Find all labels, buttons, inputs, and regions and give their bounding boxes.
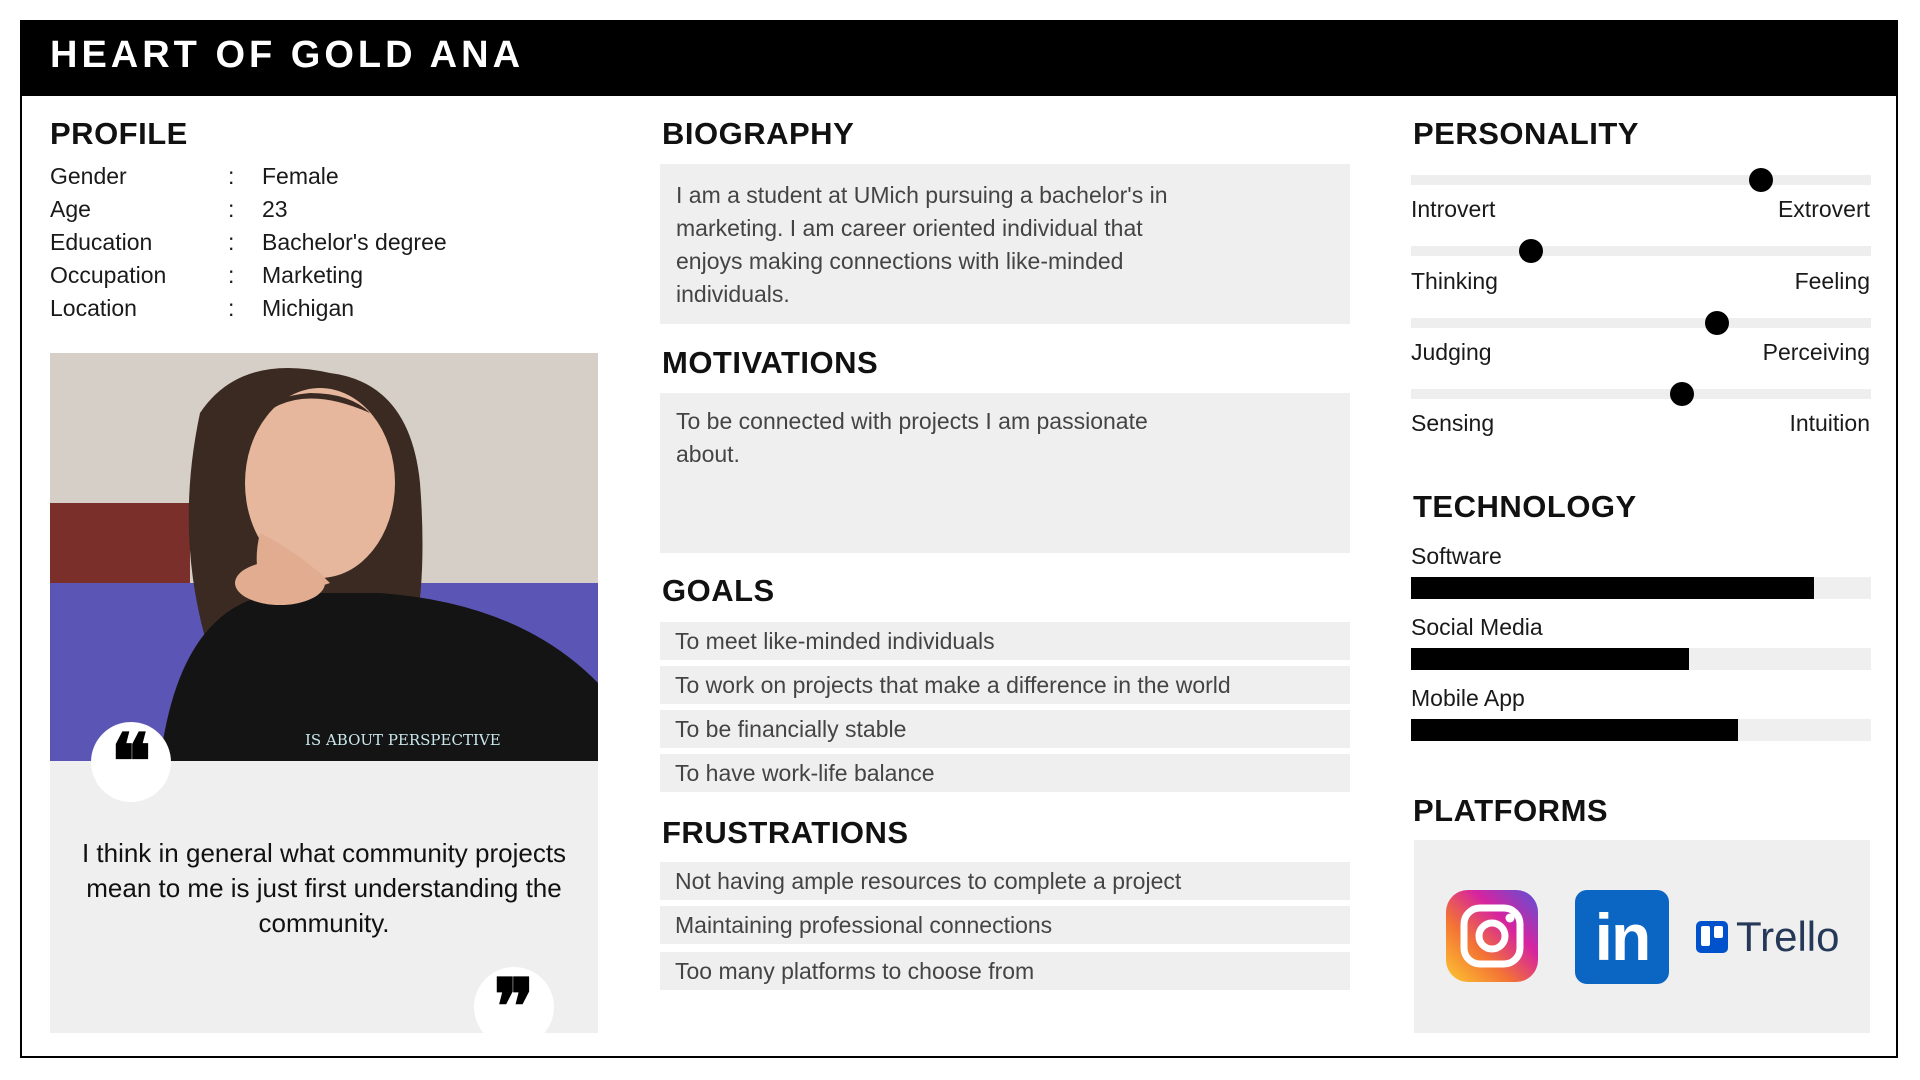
profile-value: Bachelor's degree [262,229,447,255]
tech-label: Mobile App [1411,685,1525,711]
biography-line: marketing. I am career oriented individual that [676,215,1143,241]
profile-separator: : [228,229,235,255]
biography-line: I am a student at UMich pursuing a bachelor's in [676,182,1168,208]
goal-item: To be financially stable [660,710,1350,748]
instagram-icon [1446,890,1538,982]
profile-row-education [50,229,610,262]
biography-line: individuals. [676,281,790,307]
motivation-line: about. [676,441,740,467]
persona-quote: I think in general what community projects mean to me is just first understanding the community. [81,838,567,938]
open-quote-icon: ❝ [91,722,171,802]
tech-label: Software [1411,543,1502,569]
goal-item: To have work-life balance [660,754,1350,792]
trello-wordmark: Trello [1736,913,1840,960]
tech-bar-fill [1411,719,1738,741]
slider-knob [1519,239,1543,263]
tech-bar-software [1411,577,1871,599]
trait-right-label: Feeling [1794,268,1870,294]
slider-thinking-feeling [1411,246,1871,256]
trait-left-label: Thinking [1411,268,1498,294]
biography-panel [660,164,1350,324]
header-bar [20,20,1898,96]
close-quote-icon: ❞ [474,967,554,1047]
slider-knob [1749,168,1773,192]
frustration-item: Maintaining professional connections [660,906,1350,944]
profile-heading: PROFILE [50,116,188,151]
profile-separator: : [228,295,235,321]
profile-row-location [50,295,610,328]
profile-key: Occupation [50,262,167,288]
biography-heading: BIOGRAPHY [662,116,855,151]
profile-key: Gender [50,163,127,189]
motivation-line: To be connected with projects I am passionate [676,408,1148,434]
trello-logo [1696,912,1839,962]
profile-value: 23 [262,196,288,222]
profile-key: Location [50,295,137,321]
persona-portrait-illustration [50,353,598,761]
profile-value: Marketing [262,262,363,288]
profile-row-occupation [50,262,610,295]
tech-bar-social-media [1411,648,1871,670]
trait-right-label: Intuition [1789,410,1870,436]
trait-left-label: Sensing [1411,410,1495,436]
linkedin-icon: in [1575,890,1669,984]
tech-label: Social Media [1411,614,1543,640]
profile-key: Age [50,196,91,222]
persona-title: HEART OF GOLD ANA [50,34,525,76]
profile-value: Female [262,163,339,189]
slider-judging-perceiving [1411,318,1871,328]
trello-icon [1696,921,1728,953]
profile-key: Education [50,229,153,255]
tech-bar-fill [1411,577,1814,599]
motivations-heading: MOTIVATIONS [662,345,879,380]
profile-separator: : [228,163,235,189]
profile-separator: : [228,196,235,222]
motivations-panel [660,393,1350,553]
frustration-item: Not having ample resources to complete a project [660,862,1350,900]
biography-line: enjoys making connections with like-minded [676,248,1124,274]
slider-introvert-extrovert [1411,175,1871,185]
goal-item: To work on projects that make a difference in the world [660,666,1350,704]
personality-heading: PERSONALITY [1413,116,1639,151]
persona-photo [50,353,598,761]
tech-bar-mobile-app [1411,719,1871,741]
technology-heading: TECHNOLOGY [1413,489,1637,524]
tech-bar-fill [1411,648,1689,670]
goal-item: To meet like-minded individuals [660,622,1350,660]
trait-right-label: Extrovert [1777,196,1870,222]
shirt-print-text: IS ABOUT PERSPECTIVE [305,731,501,749]
profile-value: Michigan [262,295,355,321]
trait-right-label: Perceiving [1762,339,1870,365]
trait-left-label: Judging [1411,339,1492,365]
frustrations-heading: FRUSTRATIONS [662,815,909,850]
slider-sensing-intuition [1411,389,1871,399]
slider-knob [1705,311,1729,335]
profile-separator: : [228,262,235,288]
platforms-panel [1414,840,1870,1033]
trait-left-label: Introvert [1411,196,1496,222]
goals-heading: GOALS [662,573,775,608]
platforms-heading: PLATFORMS [1413,793,1609,828]
profile-row-gender [50,163,610,196]
profile-row-age [50,196,610,229]
frustration-item: Too many platforms to choose from [660,952,1350,990]
